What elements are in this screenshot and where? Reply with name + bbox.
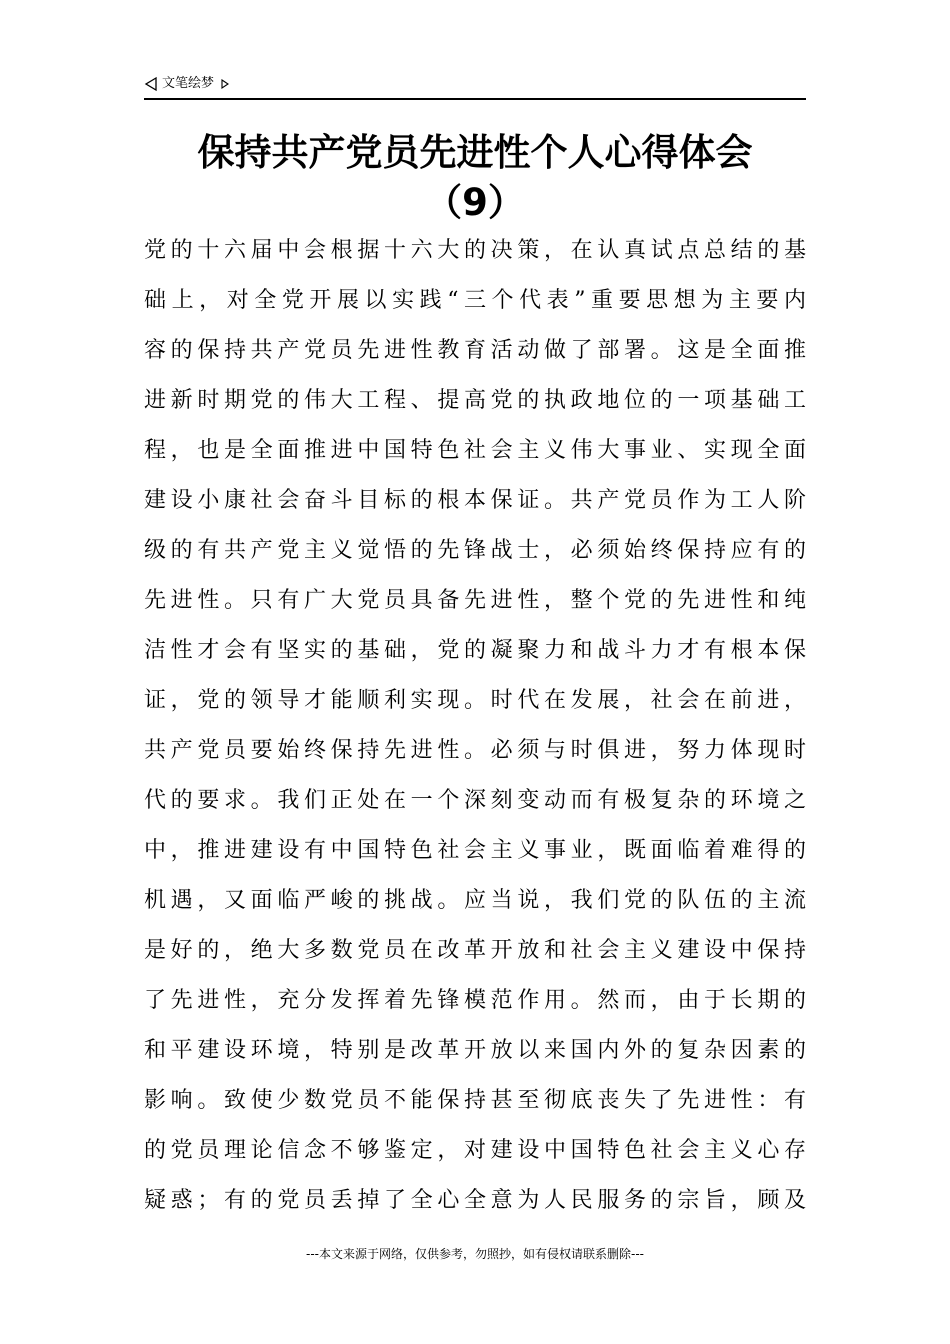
title-line-2: （9） [425, 181, 525, 224]
left-triangle-icon [144, 76, 158, 92]
title-line-1: 保持共产党员先进性个人心得体会 [197, 131, 753, 174]
body-line: 和平建设环境，特别是改革开放以来国内外的复杂因素的 [144, 1038, 806, 1063]
body-line: 程，也是全面推进中国特色社会主义伟大事业、实现全面 [144, 438, 806, 463]
body-line: 中，推进建设有中国特色社会主义事业，既面临着难得的 [144, 838, 806, 863]
body-line: 党的十六届中会根据十六大的决策，在认真试点总结的基 [144, 238, 806, 263]
body-line: 进新时期党的伟大工程、提高党的执政地位的一项基础工 [144, 388, 806, 413]
body-line: 洁性才会有坚实的基础，党的凝聚力和战斗力才有根本保 [144, 638, 806, 663]
page-header [144, 74, 806, 100]
body-line: 容的保持共产党员先进性教育活动做了部署。这是全面推 [144, 338, 806, 363]
page-title [144, 128, 806, 228]
body-line: 先进性。只有广大党员具备先进性，整个党的先进性和纯 [144, 588, 806, 613]
body-line: 疑惑；有的党员丢掉了全心全意为人民服务的宗旨，顾及 [144, 1188, 806, 1213]
body-line: 了先进性，充分发挥着先锋模范作用。然而，由于长期的 [144, 988, 806, 1013]
body-line: 是好的，绝大多数党员在改革开放和社会主义建设中保持 [144, 938, 806, 963]
body-line: 代的要求。我们正处在一个深刻变动而有极复杂的环境之 [144, 788, 806, 813]
body-line: 机遇，又面临严峻的挑战。应当说，我们党的队伍的主流 [144, 888, 806, 913]
header-brand: 文笔绘梦 [162, 76, 215, 91]
body-line: 影响。致使少数党员不能保持甚至彻底丧失了先进性：有 [144, 1088, 806, 1113]
page-footer: ---本文来源于网络，仅供参考，勿照抄，如有侵权请联系删除--- [306, 1247, 644, 1261]
body-line: 证，党的领导才能顺利实现。时代在发展，社会在前进， [144, 688, 806, 713]
right-triangle-icon [220, 78, 230, 90]
body-line: 的党员理论信念不够鉴定，对建设中国特色社会主义心存 [144, 1138, 806, 1163]
body-line: 级的有共产党主义觉悟的先锋战士，必须始终保持应有的 [144, 538, 806, 563]
body-line: 础上，对全党开展以实践“三个代表”重要思想为主要内 [144, 288, 806, 313]
body-line: 共产党员要始终保持先进性。必须与时俱进，努力体现时 [144, 738, 806, 763]
body-line: 建设小康社会奋斗目标的根本保证。共产党员作为工人阶 [144, 488, 806, 513]
body-paragraph [144, 226, 806, 1226]
